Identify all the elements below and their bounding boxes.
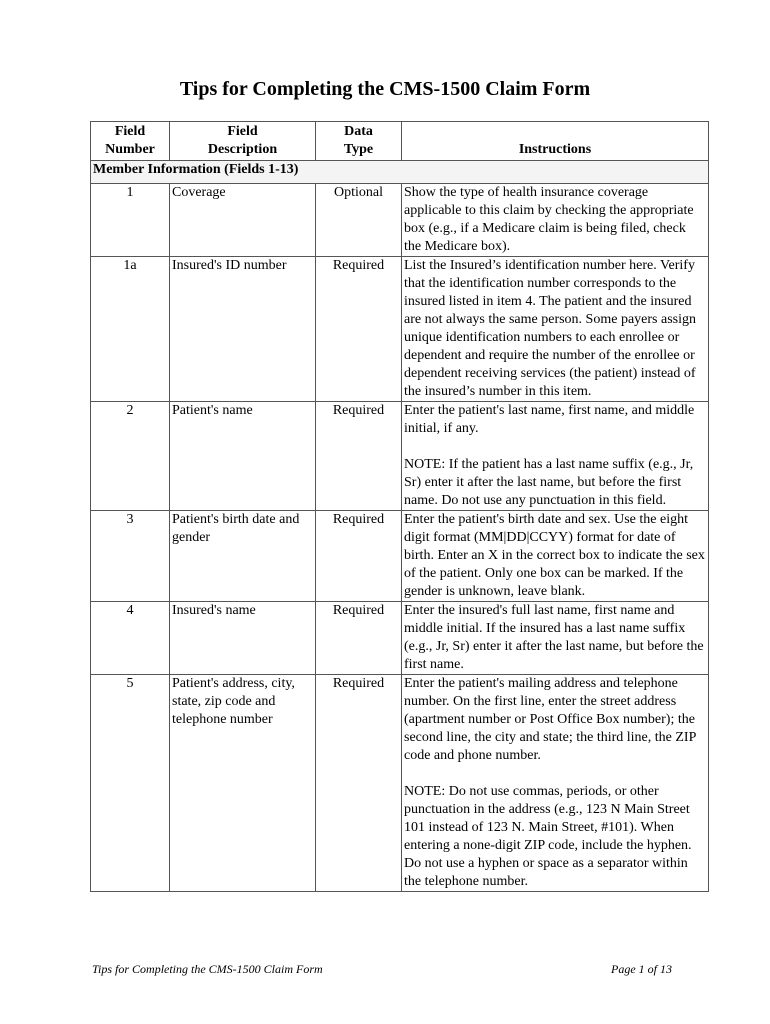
table-row	[91, 511, 709, 602]
instruction-paragraph: NOTE: Do not use commas, periods, or other punctuation in the address (e.g., 123 N Main Street 101 instead of 123 N. Main Street, #101). When entering a none-digit ZIP code, include the hyphen. Do not use a hyphen or space as a separator within the telephone number.	[404, 784, 692, 889]
data-type-cell: Required	[316, 602, 402, 675]
field-description-cell: Patient's name	[170, 402, 316, 511]
instructions-cell	[402, 511, 709, 602]
page-title: Tips for Completing the CMS-1500 Claim Form	[179, 78, 591, 100]
header-field-description-line2: Description	[207, 142, 278, 157]
section-label: Member Information (Fields 1-13)	[91, 161, 709, 184]
footer-document-title: Tips for Completing the CMS-1500 Claim Form	[92, 962, 323, 976]
header-data-type-line1: Data	[344, 124, 373, 139]
header-field-number	[91, 122, 170, 161]
header-field-number-line2: Number	[105, 142, 155, 157]
data-type-cell: Optional	[316, 184, 402, 257]
instruction-paragraph: NOTE: If the patient has a last name suffix (e.g., Jr, Sr) enter it after the last name, but before the first name. Do not use any punctuation in this field.	[404, 457, 694, 508]
instructions-cell	[402, 184, 709, 257]
field-number-cell: 1	[91, 184, 170, 257]
instruction-paragraph: Show the type of health insurance coverage applicable to this claim by checking the appropriate box (e.g., if a Medicare claim is being filed, check the Medicare box).	[404, 185, 694, 254]
footer-page-number: Page 1 of 13	[611, 962, 672, 976]
instruction-paragraph: Enter the patient's last name, first name, and middle initial, if any.	[404, 403, 695, 436]
instructions-cell	[402, 602, 709, 675]
instructions-cell	[402, 675, 709, 892]
field-description-cell: Patient's birth date and gender	[170, 511, 316, 602]
table-row	[91, 602, 709, 675]
field-description-cell: Insured's ID number	[170, 257, 316, 402]
instruction-paragraph: Enter the patient's birth date and sex. Use the eight digit format (MM|DD|CCYY) format for date of birth. Enter an X in the correct box to indicate the sex of the patient. Only one box can be marked. If the gender is unknown, leave blank.	[404, 512, 705, 599]
data-type-cell: Required	[316, 257, 402, 402]
instructions-cell	[402, 257, 709, 402]
instruction-paragraph: Enter the insured's full last name, first name and middle initial. If the insured has a last name suffix (e.g., Jr, Sr) enter it after the last name, but before the first name.	[404, 603, 704, 672]
field-number-cell: 2	[91, 402, 170, 511]
data-type-cell: Required	[316, 675, 402, 892]
table-header-row	[91, 122, 709, 161]
table-row	[91, 402, 709, 511]
table-row	[91, 257, 709, 402]
data-type-cell: Required	[316, 511, 402, 602]
paragraph-spacer	[404, 438, 706, 456]
paragraph-spacer	[404, 765, 706, 783]
instruction-paragraph: List the Insured’s identification number here. Verify that the identification number corresponds to the insured listed in item 4. The patient and the insured are not always the same person. Some payers assign unique identification numbers to each enrollee or dependent and require the number of the enrollee or dependent receiving services (the patient) instead of the insured’s number in this item.	[404, 258, 696, 399]
field-number-cell: 1a	[91, 257, 170, 402]
instructions-cell	[402, 402, 709, 511]
instruction-paragraph: Enter the patient's mailing address and telephone number. On the first line, enter the street address (apartment number or Post Office Box number); the second line, the city and state; the third line, the ZIP code and phone number.	[404, 676, 696, 763]
section-row	[91, 161, 709, 184]
field-description-cell: Coverage	[170, 184, 316, 257]
header-field-description-line1: Field	[227, 124, 258, 139]
data-type-cell: Required	[316, 402, 402, 511]
field-description-cell: Insured's name	[170, 602, 316, 675]
header-data-type-line2: Type	[343, 142, 374, 157]
instructions-table	[90, 121, 709, 892]
header-instructions: Instructions	[402, 122, 709, 161]
table-row	[91, 184, 709, 257]
field-description-cell: Patient's address, city, state, zip code and telephone number	[170, 675, 316, 892]
field-number-cell: 3	[91, 511, 170, 602]
table-row	[91, 675, 709, 892]
header-data-type	[316, 122, 402, 161]
field-number-cell: 5	[91, 675, 170, 892]
header-field-description	[170, 122, 316, 161]
header-field-number-line1: Field	[114, 124, 146, 139]
field-number-cell: 4	[91, 602, 170, 675]
